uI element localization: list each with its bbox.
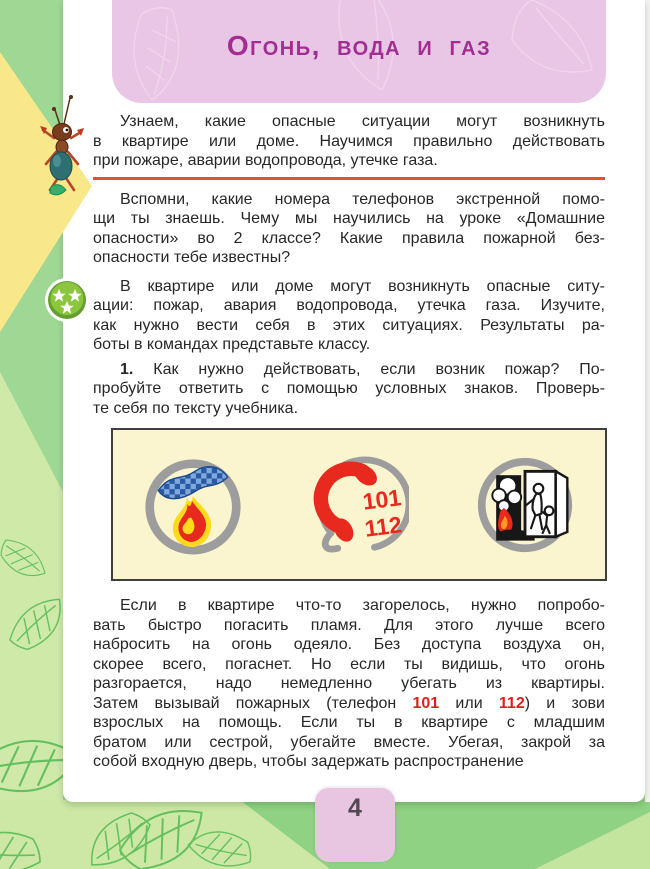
- section-divider: [93, 177, 605, 180]
- paragraph-intro-goals: [93, 112, 605, 171]
- text-line: скорее всего, погаснет. Но если ты видишь, что огонь: [93, 655, 605, 673]
- page-number: 4: [348, 794, 362, 822]
- symbol-icons-box: [111, 428, 607, 581]
- paragraph-group-work: [93, 277, 605, 355]
- text-line: опасности» во 2 классе? Какие правила пожарной без-: [93, 229, 605, 247]
- page-number-badge: [315, 788, 395, 862]
- blanket-over-flame-icon: [143, 450, 243, 560]
- evacuate-icon: [475, 450, 575, 560]
- text-line: В квартире или доме могут возникнуть опасные ситу-: [120, 277, 605, 295]
- text-line: пробуйте ответить с помощью условных знаков. Проверь-: [93, 380, 605, 397]
- text-line: вать быстро погасить пламя. Для этого лучше всего: [93, 616, 605, 634]
- text-line: 1. Как нужно действовать, если возник пожар? По-: [120, 360, 605, 378]
- paragraph-fire-instructions: [93, 596, 605, 772]
- text-line: при пожаре, аварии водопровода, утечке газа.: [93, 152, 438, 169]
- text-line: разгорается, надо немедленно убегать из квартиры.: [93, 675, 605, 692]
- text-line: Узнаем, какие опасные ситуации могут возникнуть: [120, 113, 605, 130]
- ant-character: [40, 90, 84, 200]
- page-title: Огонь, вода и газ: [226, 30, 492, 61]
- phone-number-101: 101: [361, 483, 403, 515]
- text-line: щи ты знаешь. Чему мы научились на уроке «Домашние: [93, 210, 605, 227]
- paragraph-task-1: [93, 360, 605, 419]
- text-line: Если в квартире что-то загорелось, нужно попробо-: [120, 597, 605, 614]
- text-line: набросить на огонь одеяло. Без доступа воздуха он,: [93, 636, 605, 653]
- text-line: Затем вызывай пожарных (телефон 101 или 112) и зови: [93, 694, 605, 712]
- text-line: взрослых на помощь. Если ты в квартире с младшим: [93, 714, 605, 731]
- text-line: братом или сестрой, убегайте вместе. Убегая, закрой за: [93, 733, 605, 751]
- lesson-text: [93, 0, 605, 772]
- text-line: опасности тебе известны?: [93, 249, 291, 266]
- text-line: те себя по тексту учебника.: [93, 399, 299, 417]
- text-line: как нужно вести себя в этих ситуациях. Результаты ра-: [93, 316, 605, 334]
- text-line: ации: пожар, авария водопровода, утечка газа. Изучите,: [93, 297, 605, 314]
- page-sheet: [63, 0, 645, 802]
- page-edge: [645, 0, 650, 802]
- phone-number-112: 112: [363, 510, 404, 542]
- emergency-phone-icon: [309, 450, 409, 560]
- text-line: Вспомни, какие номера телефонов экстренной помо-: [120, 190, 605, 208]
- text-line: боты в командах представьте классу.: [93, 336, 371, 353]
- paragraph-recall: [93, 190, 605, 268]
- text-line: собой входную дверь, чтобы задержать распространение: [93, 753, 524, 770]
- group-work-stars-icon: [44, 277, 90, 323]
- text-line: в квартире или доме. Научимся правильно действовать: [93, 132, 605, 150]
